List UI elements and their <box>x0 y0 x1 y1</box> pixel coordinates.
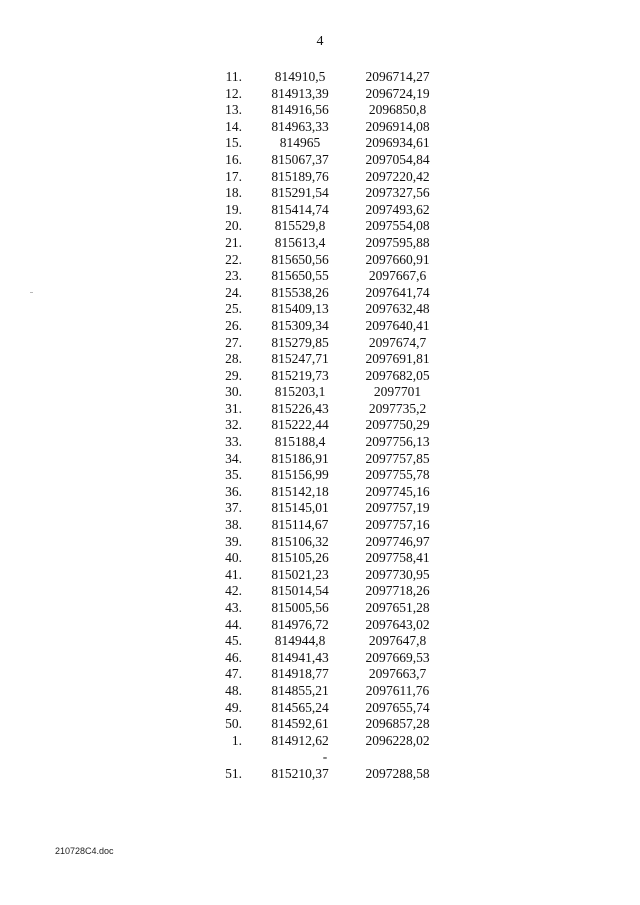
row-number: 17. <box>225 168 242 184</box>
y-coordinate: 2097750,29 <box>365 417 430 433</box>
y-coordinate: 2097755,78 <box>365 467 430 483</box>
table-row <box>0 218 640 235</box>
row-number: 49. <box>225 699 242 715</box>
x-coordinate: 814963,33 <box>271 118 329 134</box>
row-number: 15. <box>225 135 242 151</box>
table-row <box>0 102 640 119</box>
y-coordinate: 2096934,61 <box>365 135 430 151</box>
y-coordinate: 2097651,28 <box>365 600 430 615</box>
x-coordinate: 815188,4 <box>274 434 326 450</box>
row-number: 45. <box>225 633 242 649</box>
y-coordinate: 2097220,42 <box>365 168 430 184</box>
row-number: 26. <box>225 317 242 333</box>
row-number: 41. <box>225 566 242 582</box>
y-coordinate: 2097667,6 <box>368 268 427 284</box>
row-number: 40. <box>225 550 242 566</box>
row-number: 39. <box>225 533 242 549</box>
y-coordinate: 2097701 <box>373 384 422 400</box>
y-coordinate: 2097643,02 <box>365 616 430 632</box>
row-number: 24. <box>225 284 242 300</box>
table-row <box>0 335 640 352</box>
row-number: 27. <box>225 334 242 350</box>
x-coordinate: 814976,72 <box>271 616 329 632</box>
x-coordinate: 814592,61 <box>271 716 329 732</box>
row-number: 46. <box>225 649 242 665</box>
table-row <box>0 268 640 285</box>
separator-row <box>0 749 640 766</box>
y-coordinate: 2096850,8 <box>368 102 427 118</box>
y-coordinate: 2097288,58 <box>365 765 430 781</box>
x-coordinate: 815414,74 <box>271 201 329 217</box>
x-coordinate: 814910,5 <box>274 69 326 84</box>
y-coordinate: 2096914,08 <box>365 118 430 134</box>
table-row <box>0 185 640 202</box>
table-row <box>0 202 640 219</box>
table-row <box>0 600 640 617</box>
table-row <box>0 152 640 169</box>
y-coordinate: 2097493,62 <box>365 201 430 217</box>
table-row <box>0 252 640 269</box>
y-coordinate: 2097669,53 <box>365 649 430 665</box>
table-row <box>0 650 640 667</box>
row-number: 12. <box>225 85 242 101</box>
x-coordinate: 815189,76 <box>271 168 329 184</box>
table-row <box>0 733 640 750</box>
table-row <box>0 567 640 584</box>
y-coordinate: 2097758,41 <box>365 550 430 566</box>
x-coordinate: 815291,54 <box>271 185 329 201</box>
row-number: 21. <box>225 234 242 250</box>
x-coordinate: 814941,43 <box>271 649 329 665</box>
row-number: 22. <box>225 251 242 267</box>
row-number: 42. <box>225 583 242 599</box>
table-row <box>0 119 640 136</box>
table-row <box>0 583 640 600</box>
x-coordinate: 815210,37 <box>271 765 329 781</box>
row-number: 33. <box>225 434 242 450</box>
table-row <box>0 368 640 385</box>
y-coordinate: 2097647,8 <box>368 633 427 649</box>
table-row <box>0 484 640 501</box>
row-number: 43. <box>225 600 242 615</box>
row-number: 11. <box>225 69 242 84</box>
y-coordinate: 2096228,02 <box>365 732 430 748</box>
row-number: 47. <box>225 666 242 682</box>
row-number: 31. <box>225 400 242 416</box>
table-row <box>0 384 640 401</box>
x-coordinate: 815222,44 <box>271 417 329 433</box>
y-coordinate: 2097718,26 <box>365 583 430 599</box>
row-number: 20. <box>225 218 242 234</box>
row-number: 38. <box>225 517 242 533</box>
y-coordinate: 2096857,28 <box>365 716 430 732</box>
table-row <box>0 617 640 634</box>
table-row <box>0 550 640 567</box>
row-number: 28. <box>225 351 242 367</box>
x-coordinate: 815226,43 <box>271 400 329 416</box>
x-coordinate: 815186,91 <box>271 450 329 466</box>
x-coordinate: 815203,1 <box>274 384 326 400</box>
table-row <box>0 401 640 418</box>
x-coordinate: 815409,13 <box>271 301 329 317</box>
x-coordinate: 815247,71 <box>271 351 329 367</box>
table-row <box>0 633 640 650</box>
row-number: 14. <box>225 118 242 134</box>
y-coordinate: 2097691,81 <box>365 351 430 367</box>
table-row <box>0 69 640 86</box>
row-number: 1. <box>231 732 242 748</box>
row-number: 29. <box>225 367 242 383</box>
y-coordinate: 2097757,19 <box>365 500 430 516</box>
x-coordinate: 815650,55 <box>271 268 329 284</box>
table-row <box>0 417 640 434</box>
row-number: 48. <box>225 682 242 698</box>
x-coordinate: 814965 <box>279 135 321 151</box>
row-number: 19. <box>225 201 242 217</box>
x-coordinate: 814855,21 <box>271 682 329 698</box>
y-coordinate: 2097640,41 <box>365 317 430 333</box>
row-number: 13. <box>225 102 242 118</box>
footer-filename: 210728C4.doc <box>55 846 114 856</box>
x-coordinate: 815105,26 <box>271 550 329 566</box>
x-coordinate: 815279,85 <box>271 334 329 350</box>
x-coordinate: 815142,18 <box>271 483 329 499</box>
y-coordinate: 2097054,84 <box>365 151 430 167</box>
table-row <box>0 301 640 318</box>
row-number: 51. <box>225 765 242 781</box>
y-coordinate: 2097730,95 <box>365 566 430 582</box>
x-coordinate: 815114,67 <box>271 517 329 533</box>
x-coordinate: 815067,37 <box>271 151 329 167</box>
row-number: 50. <box>225 716 242 732</box>
table-row <box>0 500 640 517</box>
y-coordinate: 2096724,19 <box>365 85 430 101</box>
y-coordinate: 2097746,97 <box>365 533 430 549</box>
x-coordinate: 814912,62 <box>271 732 329 748</box>
x-coordinate: 814918,77 <box>271 666 329 682</box>
x-coordinate: 815145,01 <box>271 500 329 516</box>
x-coordinate: 814565,24 <box>271 699 329 715</box>
row-number: 34. <box>225 450 242 466</box>
x-coordinate: 815538,26 <box>271 284 329 300</box>
y-coordinate: 2097745,16 <box>365 483 430 499</box>
table-row <box>0 666 640 683</box>
x-coordinate: 814916,56 <box>271 102 329 118</box>
table-row <box>0 517 640 534</box>
row-number: 35. <box>225 467 242 483</box>
table-row <box>0 135 640 152</box>
y-coordinate: 2097674,7 <box>368 334 427 350</box>
x-coordinate: 815529,8 <box>274 218 326 234</box>
row-number: 23. <box>225 268 242 284</box>
x-coordinate: 815309,34 <box>271 317 329 333</box>
y-coordinate: 2096714,27 <box>365 69 430 84</box>
x-coordinate: 815106,32 <box>271 533 329 549</box>
table-row <box>0 351 640 368</box>
table-row <box>0 318 640 335</box>
table-row <box>0 700 640 717</box>
y-coordinate: 2097327,56 <box>365 185 430 201</box>
y-coordinate: 2097660,91 <box>365 251 430 267</box>
table-row <box>0 434 640 451</box>
y-coordinate: 2097756,13 <box>365 434 430 450</box>
row-number: 16. <box>225 151 242 167</box>
table-row <box>0 451 640 468</box>
x-coordinate: 815021,23 <box>271 566 329 582</box>
y-coordinate: 2097663,7 <box>368 666 427 682</box>
y-coordinate: 2097554,08 <box>365 218 430 234</box>
y-coordinate: 2097735,2 <box>368 400 427 416</box>
y-coordinate: 2097655,74 <box>365 699 430 715</box>
table-row <box>0 683 640 700</box>
y-coordinate: 2097641,74 <box>365 284 430 300</box>
y-coordinate: 2097595,88 <box>365 234 430 250</box>
table-row <box>0 716 640 733</box>
table-row <box>0 86 640 103</box>
page-number: 4 <box>316 34 324 49</box>
row-number: 30. <box>225 384 242 400</box>
x-coordinate: 815156,99 <box>271 467 329 483</box>
x-coordinate: 814913,39 <box>271 85 329 101</box>
x-coordinate: 815014,54 <box>271 583 329 599</box>
row-number: 18. <box>225 185 242 201</box>
row-number: 37. <box>225 500 242 516</box>
table-row-final <box>0 766 640 783</box>
y-coordinate: 2097611,76 <box>365 682 430 698</box>
row-number: 32. <box>225 417 242 433</box>
table-row <box>0 467 640 484</box>
x-coordinate: 815219,73 <box>271 367 329 383</box>
row-number: 44. <box>225 616 242 632</box>
table-row <box>0 169 640 186</box>
x-coordinate: 814944,8 <box>274 633 326 649</box>
table-row <box>0 235 640 252</box>
x-coordinate: 815613,4 <box>274 234 326 250</box>
x-coordinate: 815005,56 <box>271 600 329 615</box>
table-row <box>0 285 640 302</box>
y-coordinate: 2097632,48 <box>365 301 430 317</box>
separator-dash: - <box>322 749 328 765</box>
coordinate-table <box>0 69 640 783</box>
y-coordinate: 2097757,16 <box>365 517 430 533</box>
row-number: 25. <box>225 301 242 317</box>
y-coordinate: 2097757,85 <box>365 450 430 466</box>
table-row <box>0 534 640 551</box>
row-number: 36. <box>225 483 242 499</box>
x-coordinate: 815650,56 <box>271 251 329 267</box>
y-coordinate: 2097682,05 <box>365 367 430 383</box>
